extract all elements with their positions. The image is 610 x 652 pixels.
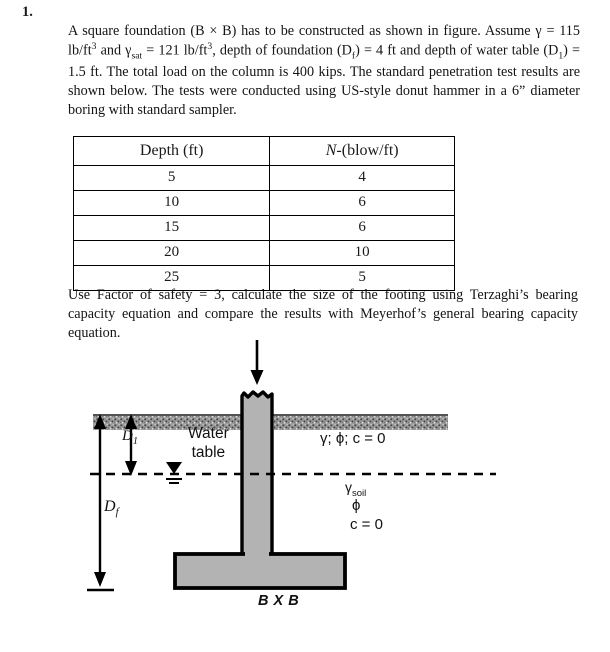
- intro-text-part-3: and: [96, 42, 126, 59]
- gamma-soil-subscript: soil: [352, 487, 367, 499]
- gamma-sat-symbol: γ: [125, 42, 132, 59]
- table-row: [74, 241, 455, 266]
- water-table-label-line2: table: [191, 443, 226, 461]
- d1-label-base: D: [122, 428, 133, 444]
- spt-results-table: [73, 136, 455, 291]
- phi-soil-label: ϕ: [352, 497, 361, 514]
- ground-surface-band-right: [274, 416, 448, 430]
- d1-label-subscript: 1: [132, 436, 138, 447]
- cell-n-value: 4: [270, 166, 455, 191]
- n-symbol: N: [325, 141, 337, 159]
- foundation-diagram-svg: [0, 340, 610, 652]
- foundation-diagram: [0, 340, 610, 652]
- gamma-symbol: γ: [535, 23, 542, 39]
- column-header-n-value: [270, 137, 455, 166]
- intro-text-part-7: ) = 1.5 ft. The total load on the column is 400 kips. The standard penetration test results are shown below. The tests were conducted using US-style donut hammer in a 6” diameter boring with standard sampler.: [68, 42, 580, 119]
- footing-width-label: B X B: [258, 593, 300, 609]
- gamma-sat-subscript: sat: [131, 50, 143, 62]
- water-table-symbol-icon: [166, 462, 182, 483]
- intro-text-part-1: A square foundation (B × B) has to be constructed as shown in figure. Assume: [68, 23, 536, 39]
- d1-subscript: 1: [558, 50, 564, 62]
- exponent-3-a: 3: [91, 40, 97, 52]
- water-table-label-line1: Water: [188, 425, 229, 442]
- gamma-soil-label: [345, 479, 366, 499]
- table-header-row: [74, 137, 455, 166]
- cell-n-value: 5: [270, 266, 455, 291]
- column-header-depth: Depth (ft): [74, 137, 270, 166]
- exponent-3-b: 3: [207, 40, 213, 52]
- df-label-subscript: f: [115, 506, 119, 519]
- cell-n-value: 6: [270, 191, 455, 216]
- cell-depth: 5: [74, 166, 270, 191]
- upper-soil-properties-label: γ; ϕ; c = 0: [320, 430, 386, 447]
- intro-text-part-5: , depth of foundation (D: [212, 42, 352, 59]
- intro-text-part-6: ) = 4 ft and depth of water table (D: [355, 42, 559, 59]
- task-instruction-paragraph: Use Factor of safety = 3, calculate the size of the footing using Terzaghi’s bearing capacity equation and compare the results with Meyerhof’s general bearing capacity equation.: [68, 287, 578, 341]
- cell-n-value: 10: [270, 241, 455, 266]
- table-row: [74, 191, 455, 216]
- intro-text-part-2: = 115 lb/ft: [68, 23, 580, 59]
- d1-label: [122, 428, 138, 447]
- table-row: [74, 216, 455, 241]
- cell-depth: 10: [74, 191, 270, 216]
- intro-text-part-4: = 121 lb/ft: [142, 42, 208, 59]
- gamma-soil-symbol: γ: [345, 479, 352, 495]
- cell-depth: 25: [74, 266, 270, 291]
- table-row: [74, 166, 455, 191]
- cohesion-soil-label: c = 0: [350, 516, 383, 533]
- cell-depth: 20: [74, 241, 270, 266]
- df-label: [104, 498, 119, 518]
- df-label-base: D: [104, 498, 116, 515]
- problem-number: 1.: [22, 4, 33, 20]
- n-units: -(blow/ft): [336, 141, 399, 159]
- df-subscript: f: [351, 50, 356, 62]
- water-table-label: [188, 425, 229, 463]
- problem-statement-paragraph: [68, 22, 580, 120]
- column-load-arrow: [251, 340, 264, 385]
- cell-depth: 15: [74, 216, 270, 241]
- cell-n-value: 6: [270, 216, 455, 241]
